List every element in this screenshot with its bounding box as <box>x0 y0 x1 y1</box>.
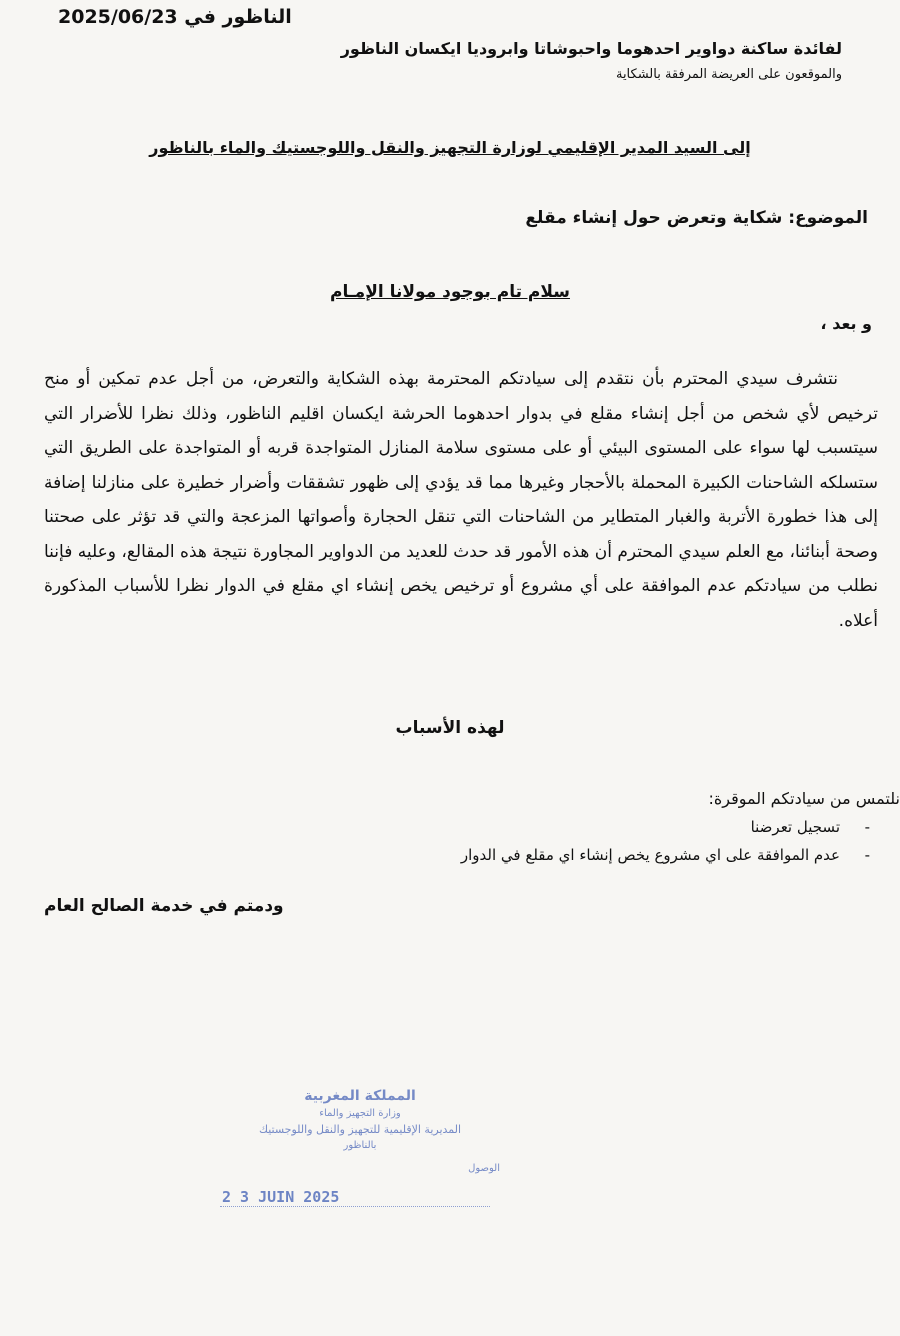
request-list <box>380 813 900 869</box>
stamp-line-1: المملكة المغربية <box>304 1088 416 1104</box>
stamp-line-5: الوصول <box>468 1163 500 1174</box>
request-item <box>380 841 900 869</box>
stamp-date: 2 3 JUIN 2025 <box>222 1188 340 1206</box>
request-block <box>380 785 900 869</box>
subject-line: الموضوع: شكاية وتعرض حول إنشاء مقلع <box>525 208 868 228</box>
stamp-line-2: وزارة التجهيز والماء <box>319 1108 401 1119</box>
stamp-line-3: المديرية الإقليمية للتجهيز والنقل واللوجستيك <box>258 1123 462 1136</box>
stamp-dotted-line <box>220 1206 490 1207</box>
recipient-line: إلى السيد المدير الإقليمي لوزارة التجهيز والنقل واللوجستيك والماء بالناظور <box>149 138 751 157</box>
letter-date: الناظور في 2025/06/23 <box>58 6 292 28</box>
sender-line-1: لفائدة ساكنة دواوير احدهوما واحبوشاتا وابروديا ايكسان الناظور <box>340 39 842 58</box>
causes-heading: لهذه الأسباب <box>395 718 505 738</box>
reception-stamp <box>210 1088 510 1218</box>
letter-body: نتشرف سيدي المحترم بأن نتقدم إلى سيادتكم المحترمة بهذه الشكاية والتعرض، من أجل عدم تمكين أو منح ترخيص لأي شخص من أجل إنشاء مقلع في بدوار احدهوما الحرشة ايكسان اقليم الناظور، وذلك نظرا للأضرار التي سيتسبب لها سواء على المستوى البيئي أو على مستوى سلامة المنازل المتواجدة قربه أو المتواجدة على الطريق التي ستسلكه الشاحنات الكبيرة المحملة بالأحجار وغيرها مما قد يؤدي إلى ظهور تشققات وأضرار خطيرة على منازلنا إضافة إلى هذا خطورة الأتربة والغبار المتطاير من الشاحنات التي تنقل الحجارة وأصواتها المزعجة والتي قد تؤثر على صحتنا وصحة أبنائنا، مع العلم سيدي المحترم أن هذه الأمور قد حدث للعديد من الدواوير المجاورة نتيجة هذه المقالع، وعليه فإننا نطلب من سيادتكم عدم الموافقة على أي مشروع أو ترخيص يخص إنشاء اي مقلع في الدوار نظرا للأسباب المذكورة أعلاه. <box>44 369 878 631</box>
stamp-line-4: بالناظور <box>343 1140 377 1151</box>
sender-line-2: والموقعون على العريضة المرفقة بالشكاية <box>615 67 842 82</box>
closing-line: ودمتم في خدمة الصالح العام <box>44 896 284 916</box>
transition-phrase: و بعد ، <box>820 314 872 333</box>
request-item <box>380 813 900 841</box>
bullet-dash: - <box>864 818 870 836</box>
request-intro: نلتمس من سيادتكم الموقرة: <box>708 789 900 808</box>
request-item-text: عدم الموافقة على اي مشروع يخص إنشاء اي مقلع في الدوار <box>460 846 840 864</box>
sender-block <box>282 36 842 88</box>
greeting-line: سلام تام بوجود مولانا الإمـام <box>330 282 570 302</box>
bullet-dash: - <box>864 846 870 864</box>
request-item-text: تسجيل تعرضنا <box>750 818 840 836</box>
